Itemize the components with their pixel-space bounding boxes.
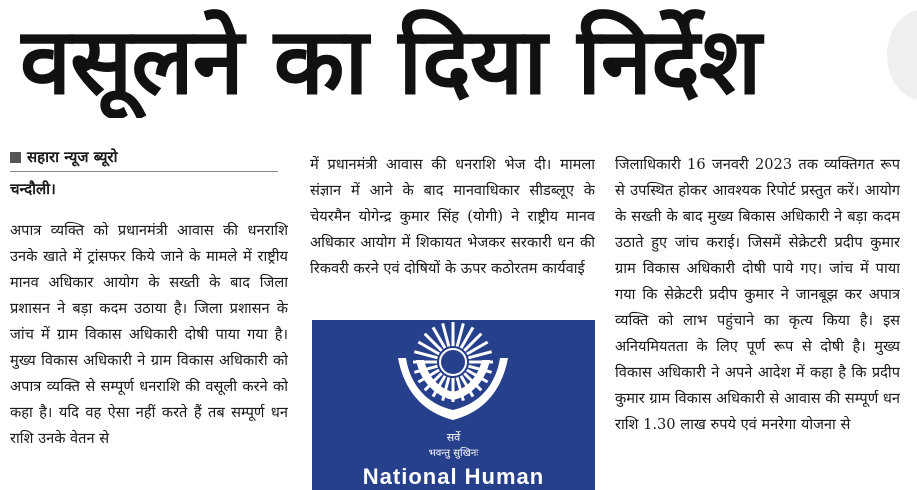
logo-motto-line-1: सर्वे: [446, 431, 461, 444]
dateline: चन्दौली।: [10, 180, 56, 198]
column-2-text: में प्रधानमंत्री आवास की धनराशि भेज दी। मामला संज्ञान में आने के बाद मानवाधिकार सीडब्लूए के चेयरमैन योगेन्द्र कुमार सिंह (योगी) ने राष्ट्रीय मानव अधिकार आयोग में शिकायत भेजकर सरकारी धन की रिकवरी करने एवं दोषियों के ऊपर कठोरतम कार्यवाई: [310, 156, 595, 277]
headline: वसूलने का दिया निर्देश: [20, 8, 761, 115]
article-column-3: [615, 152, 900, 485]
logo-org-name: National Human: [362, 464, 545, 489]
byline-square-icon: [10, 152, 21, 163]
byline: [10, 145, 278, 172]
byline-text: सहारा न्यूज ब्यूरो: [27, 148, 118, 166]
column-1-text: अपात्र व्यक्ति को प्रधानमंत्री आवास की धनराशि उनके खाते में ट्रांसफर किये जाने के मामले में राष्ट्रीय मानव अधिकार आयोग के सख्ती के बाद जिला प्रशासन ने बड़ा कदम उठाया है। जिला प्रशासन के जांच में ग्राम विकास अधिकारी दोषी पाया गया है। मुख्य विकास अधिकारी ने ग्राम विकास अधिकारी को अपात्र व्यक्ति से सम्पूर्ण धनराशि की वसूली करने को कहा है। यदि वह ऐसा नहीं करते हैं तब सम्पूर्ण धन राशि उनके वेतन से: [10, 222, 288, 447]
column-3-text: जिलाधिकारी 16 जनवरी 2023 तक व्यक्तिगत रूप से उपस्थित होकर आवश्यक रिपोर्ट प्रस्तुत करें। आयोग के सख्ती के बाद मुख्य बिकास अधिकारी ने बड़ा कदम उठाते हुए जांच कराई। जिसमें सेक्रेटरी प्रदीप कुमार ग्राम विकास अधिकारी दोषी पाये गए। जांच में पाया गया कि सेक्रेटरी प्रदीप कुमार ने जानबूझ कर अपात्र व्यक्ति को लाभ पहुंचाने का कृत्य किया है। इस अनियमियतता के लिए पूर्ण रूप से दोषी है। मुख्य विकास अधिकारी ने अपने आदेश में कहा है कि प्रदीप कुमार ग्राम विकास अधिकारी से आवास की सम्पूर्ण धन राशि 1.30 लाख रुपये एवं मनरेगा योजना से: [615, 156, 900, 433]
nhrc-logo-image: [312, 320, 595, 490]
article-column-1: [10, 145, 288, 485]
logo-motto-line-2: भवन्तु सुखिनः: [428, 448, 479, 459]
